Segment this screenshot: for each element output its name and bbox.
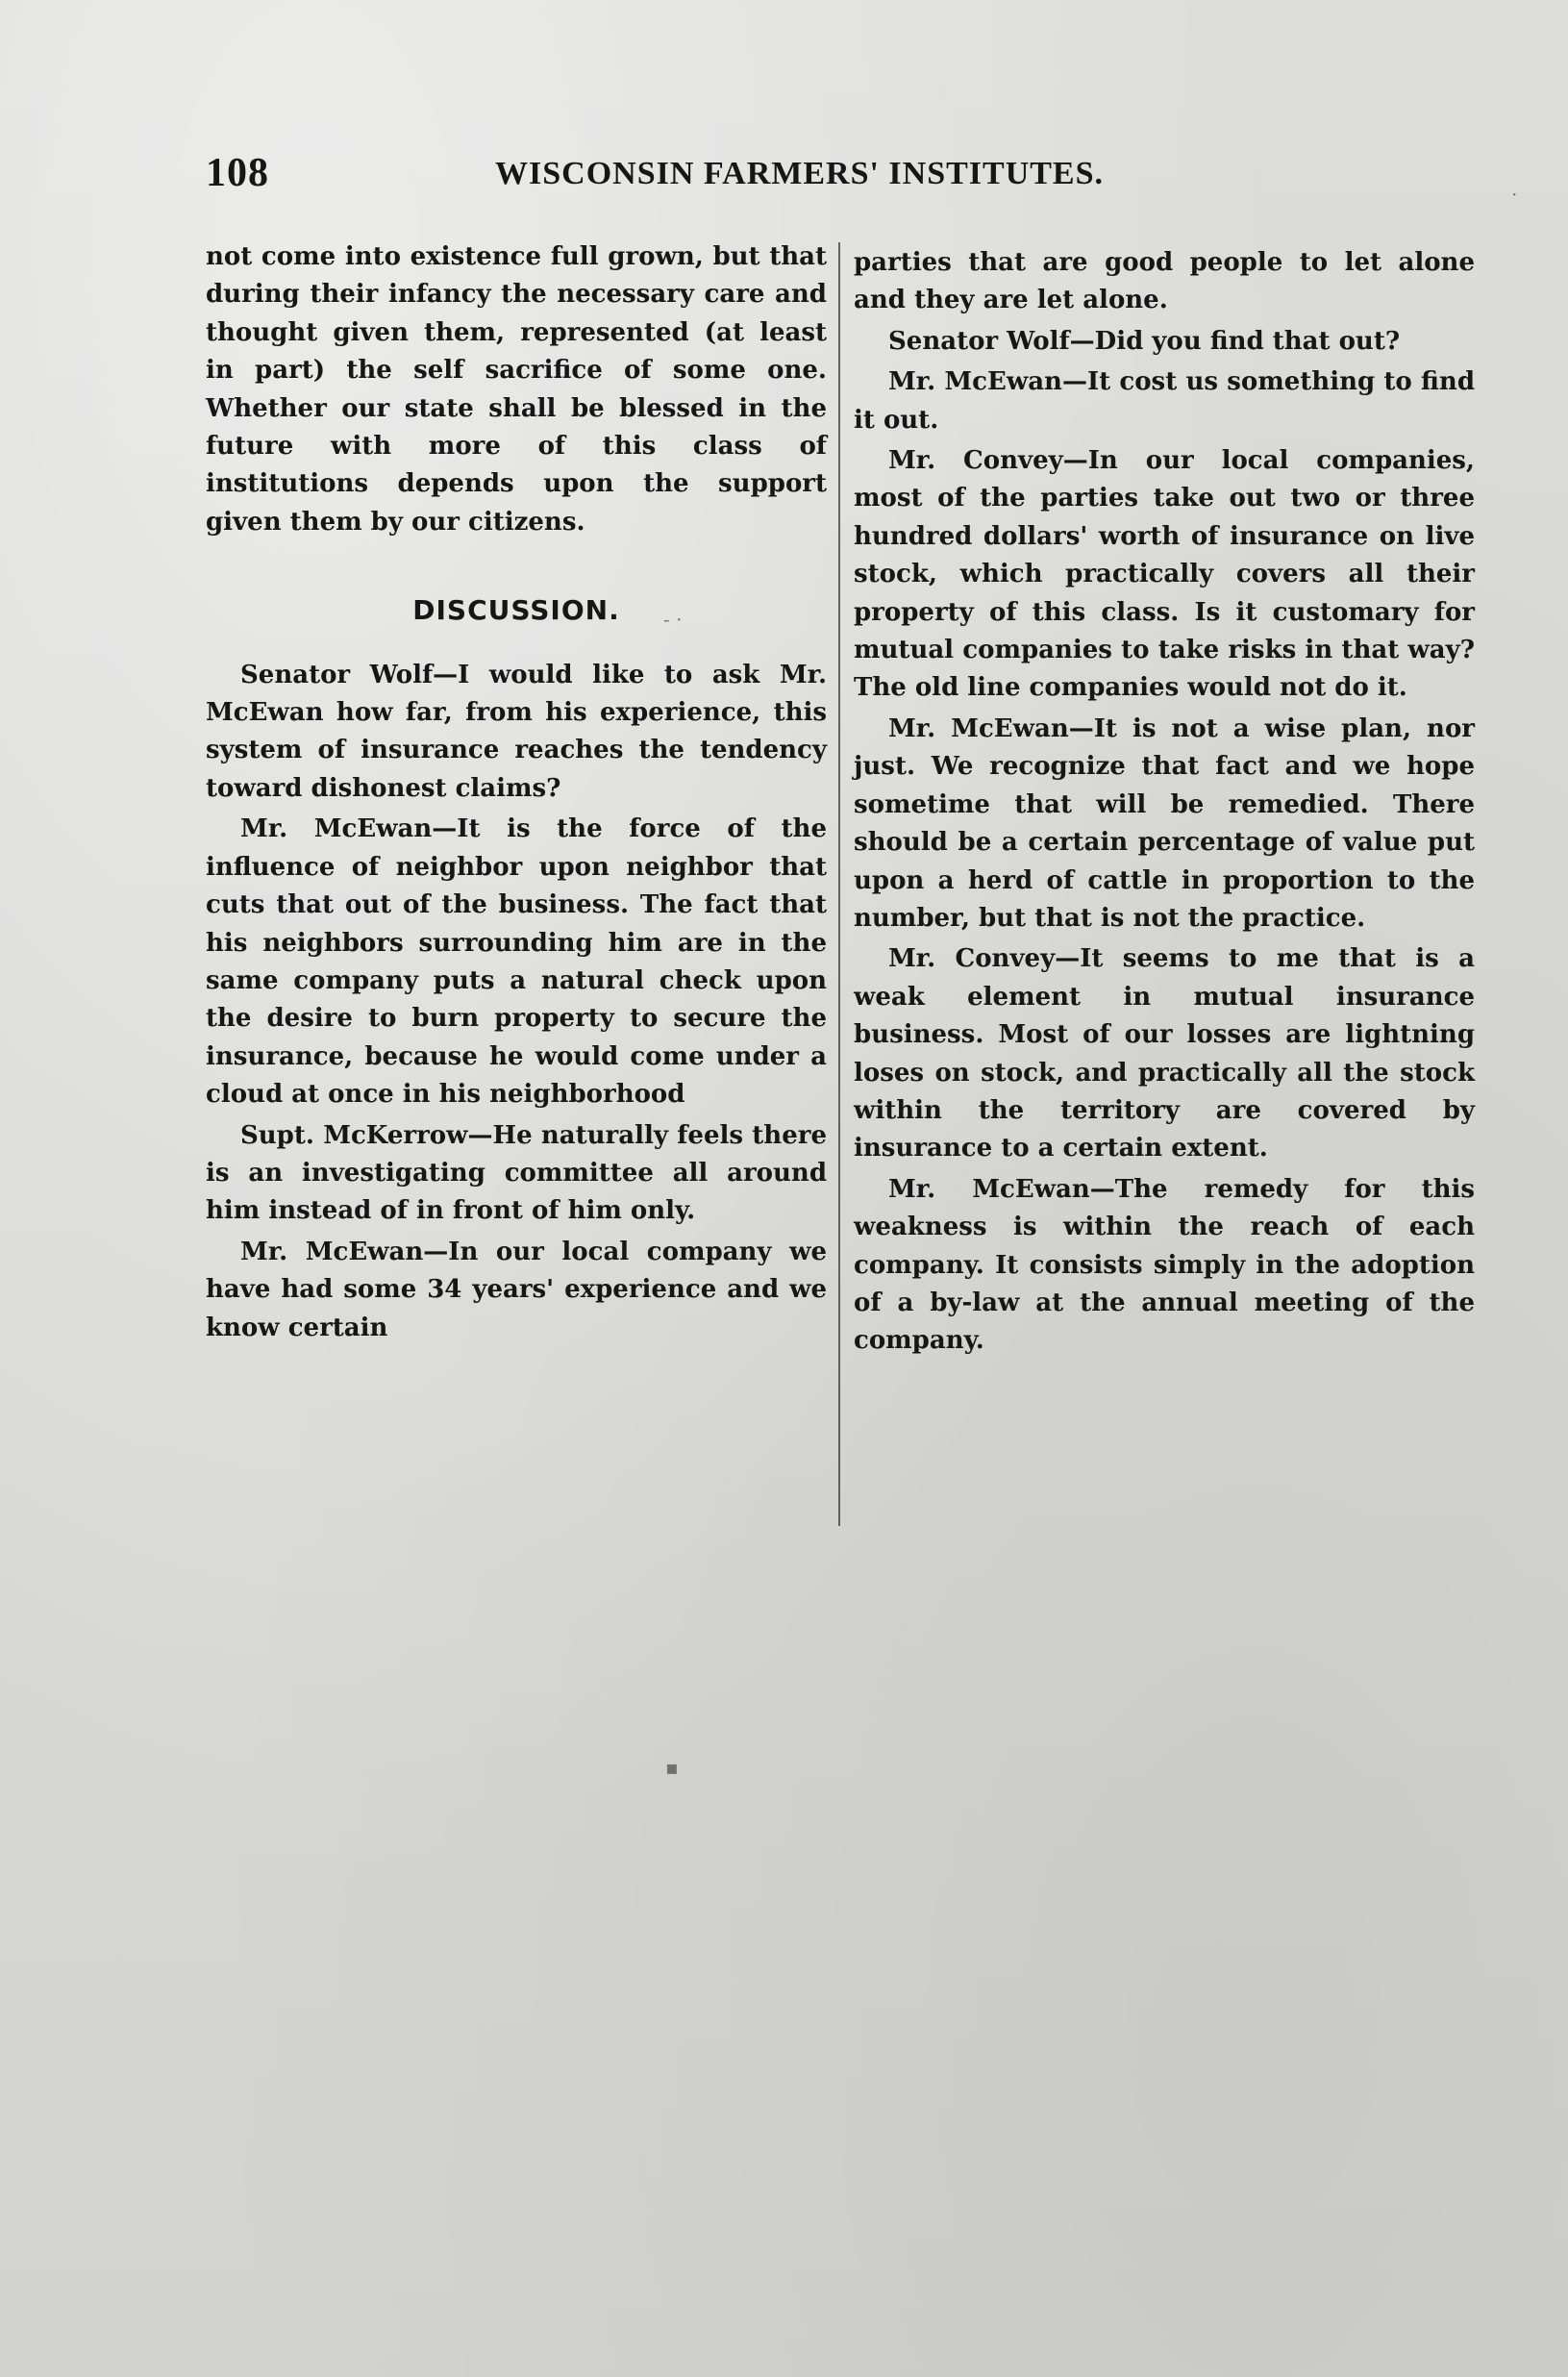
left-paragraph-3: Mr. McEwan—It is the force of the influence of neighbor upon neighbor that cuts that out of the business. The fact that his neighbors surrounding him are in the same company puts a natural check upon the desire to burn property to secure the insurance, because he would come under a cloud at once in his neighborhood	[206, 814, 827, 1110]
right-paragraph-5: Mr. McEwan—It is not a wise plan, nor just. We recognize that fact and we hope sometime that will be remedied. There should be a certain percentage of value put upon a herd of cattle in proportion to the number, but that is not the practice.	[854, 713, 1475, 933]
page-number: 108	[206, 151, 269, 195]
right-column	[854, 244, 1475, 1364]
scan-speck: ▪	[665, 1756, 679, 1779]
right-paragraph-6: Mr. Convey—It seems to me that is a weak element in mutual insurance business. Most of our losses are lightning loses on stock, and practically all the stock within the territory are covered by insurance to a certain extent.	[854, 944, 1475, 1163]
left-paragraph-4: Supt. McKerrow—He naturally feels there is an investigating committee all around him instead of in front of him only.	[206, 1120, 827, 1226]
right-paragraph-7: Mr. McEwan—The remedy for this weakness is within the reach of each company. It consists simply in the adoption of a by-law at the annual meeting of the company.	[854, 1174, 1475, 1356]
left-paragraph-5: Mr. McEwan—In our local company we have had some 34 years' experience and we know certain	[206, 1237, 827, 1342]
right-paragraph-4: Mr. Convey—In our local companies, most of the parties take out two or three hundred dollars' worth of insurance on live stock, which practically covers all their property of this class. Is it customary for mutual companies to take risks in that way? The old line companies would not do it.	[854, 446, 1475, 703]
right-paragraph-1: parties that are good people to let alone and they are let alone.	[854, 248, 1475, 315]
scan-speck: ·	[1511, 183, 1518, 206]
column-divider	[838, 242, 840, 1526]
scan-speck: ‐ ·	[663, 608, 683, 631]
right-paragraph-2: Senator Wolf—Did you find that out?	[888, 326, 1401, 356]
left-paragraph-2: Senator Wolf—I would like to ask Mr. McEwan how far, from his experience, this system of insurance reaches the tendency toward dishonest claims?	[206, 660, 827, 803]
left-column	[206, 238, 827, 1350]
left-paragraph-1: not come into existence full grown, but that during their infancy the necessary care and thought given them, represented (at least in part) the self sacrifice of some one. Whether our state shall be blessed in the future with more of this class of institutions depends upon the support given them by our citizens.	[206, 242, 827, 537]
section-heading: DISCUSSION.	[412, 594, 620, 627]
running-head: WISCONSIN FARMERS' INSTITUTES.	[495, 156, 1105, 191]
right-paragraph-3: Mr. McEwan—It cost us something to find it out.	[854, 367, 1475, 435]
